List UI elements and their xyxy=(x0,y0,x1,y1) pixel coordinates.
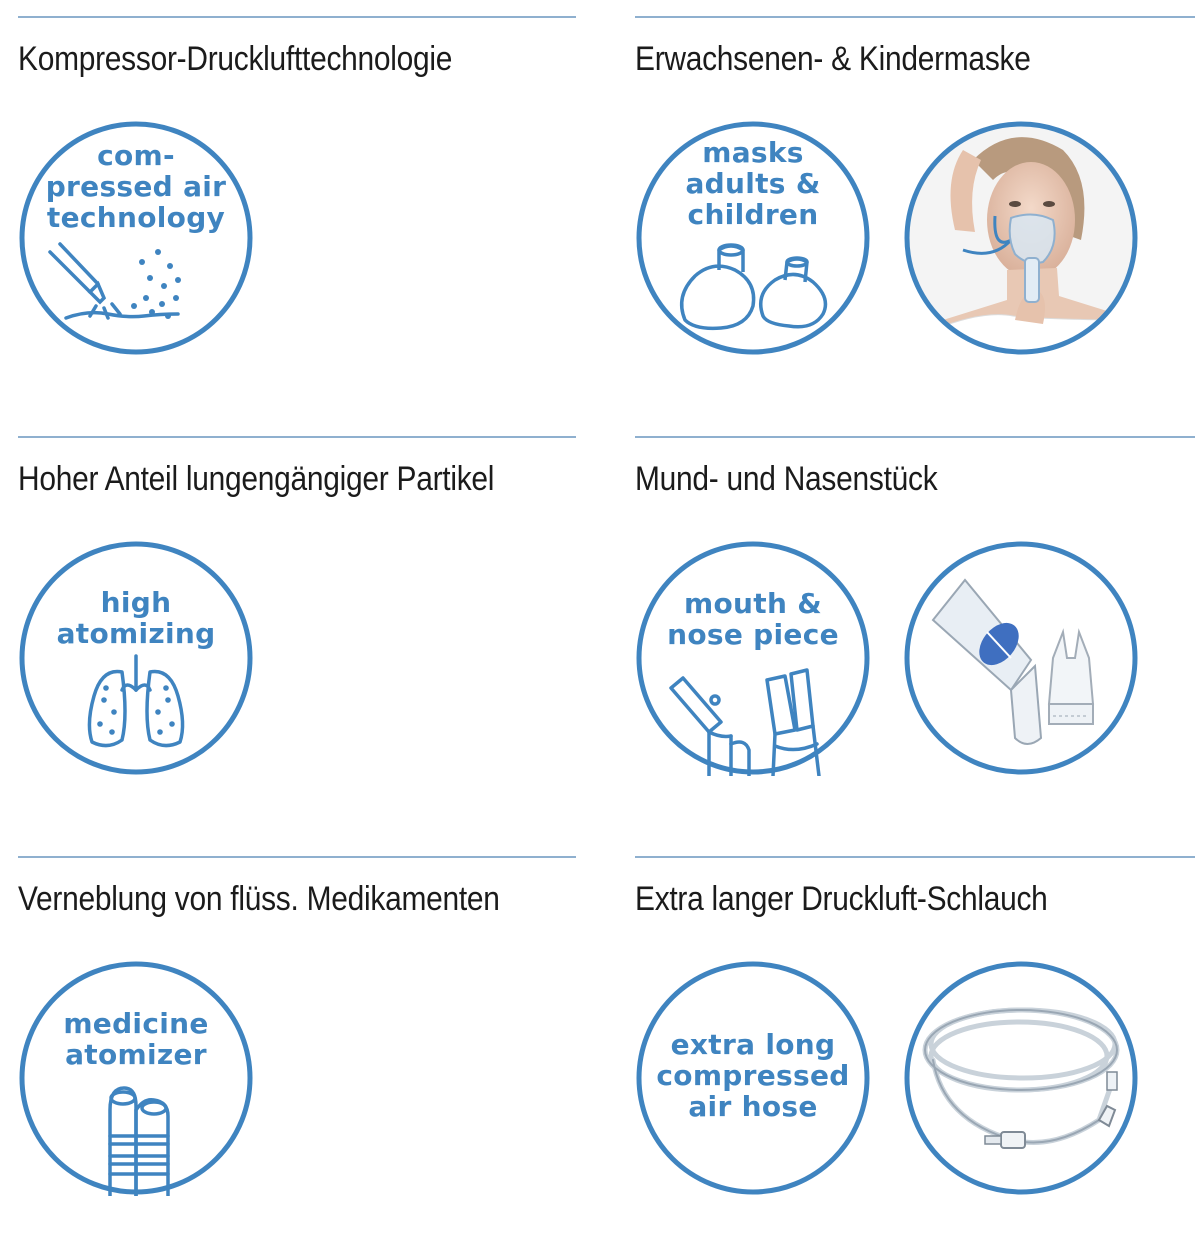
divider xyxy=(18,856,576,858)
icon-label: air hose xyxy=(688,1090,818,1123)
icon-label: high xyxy=(100,586,172,619)
divider xyxy=(635,436,1195,438)
feature-cell-air-hose xyxy=(635,840,1195,1260)
compressed-air-technology-icon xyxy=(18,120,254,356)
icon-label: atomizer xyxy=(65,1038,207,1071)
mouth-nose-piece-icon xyxy=(635,540,871,776)
icon-label: masks xyxy=(702,136,804,169)
feature-cell-compressed-air xyxy=(18,0,578,420)
extra-long-air-hose-icon xyxy=(635,960,871,1196)
feature-title: Hoher Anteil lungengängiger Partikel xyxy=(18,460,495,498)
feature-cell-masks xyxy=(635,0,1195,420)
feature-title: Mund- und Nasenstück xyxy=(635,460,938,498)
woman-wearing-mask-photo xyxy=(903,120,1139,356)
icon-label: pressed air xyxy=(45,170,227,203)
high-atomizing-icon xyxy=(18,540,254,776)
icon-label: nose piece xyxy=(667,618,839,651)
feature-cell-high-atomizing xyxy=(18,420,578,840)
feature-title: Erwachsenen- & Kindermaske xyxy=(635,40,1031,78)
icon-label: compressed xyxy=(656,1059,850,1092)
divider xyxy=(18,436,576,438)
icon-label: com- xyxy=(97,139,175,172)
mouth-nose-piece-photo xyxy=(903,540,1139,776)
icon-label: technology xyxy=(46,201,226,234)
divider xyxy=(18,16,576,18)
feature-title: Verneblung von flüss. Medikamenten xyxy=(18,880,500,918)
icon-label: medicine xyxy=(63,1007,209,1040)
icon-label: mouth & xyxy=(684,587,822,620)
feature-cell-mouth-nose-piece xyxy=(635,420,1195,840)
feature-title: Kompressor-Drucklufttechnologie xyxy=(18,40,453,78)
masks-adults-children-icon xyxy=(635,120,871,356)
medicine-atomizer-icon xyxy=(18,960,254,1196)
feature-title: Extra langer Druckluft-Schlauch xyxy=(635,880,1048,918)
feature-cell-medicine-atomizer xyxy=(18,840,578,1260)
icon-label: adults & xyxy=(685,167,821,200)
divider xyxy=(635,856,1195,858)
icon-label: children xyxy=(687,198,819,231)
icon-label: atomizing xyxy=(56,617,216,650)
divider xyxy=(635,16,1195,18)
icon-label: extra long xyxy=(670,1028,836,1061)
air-hose-photo xyxy=(903,960,1139,1196)
